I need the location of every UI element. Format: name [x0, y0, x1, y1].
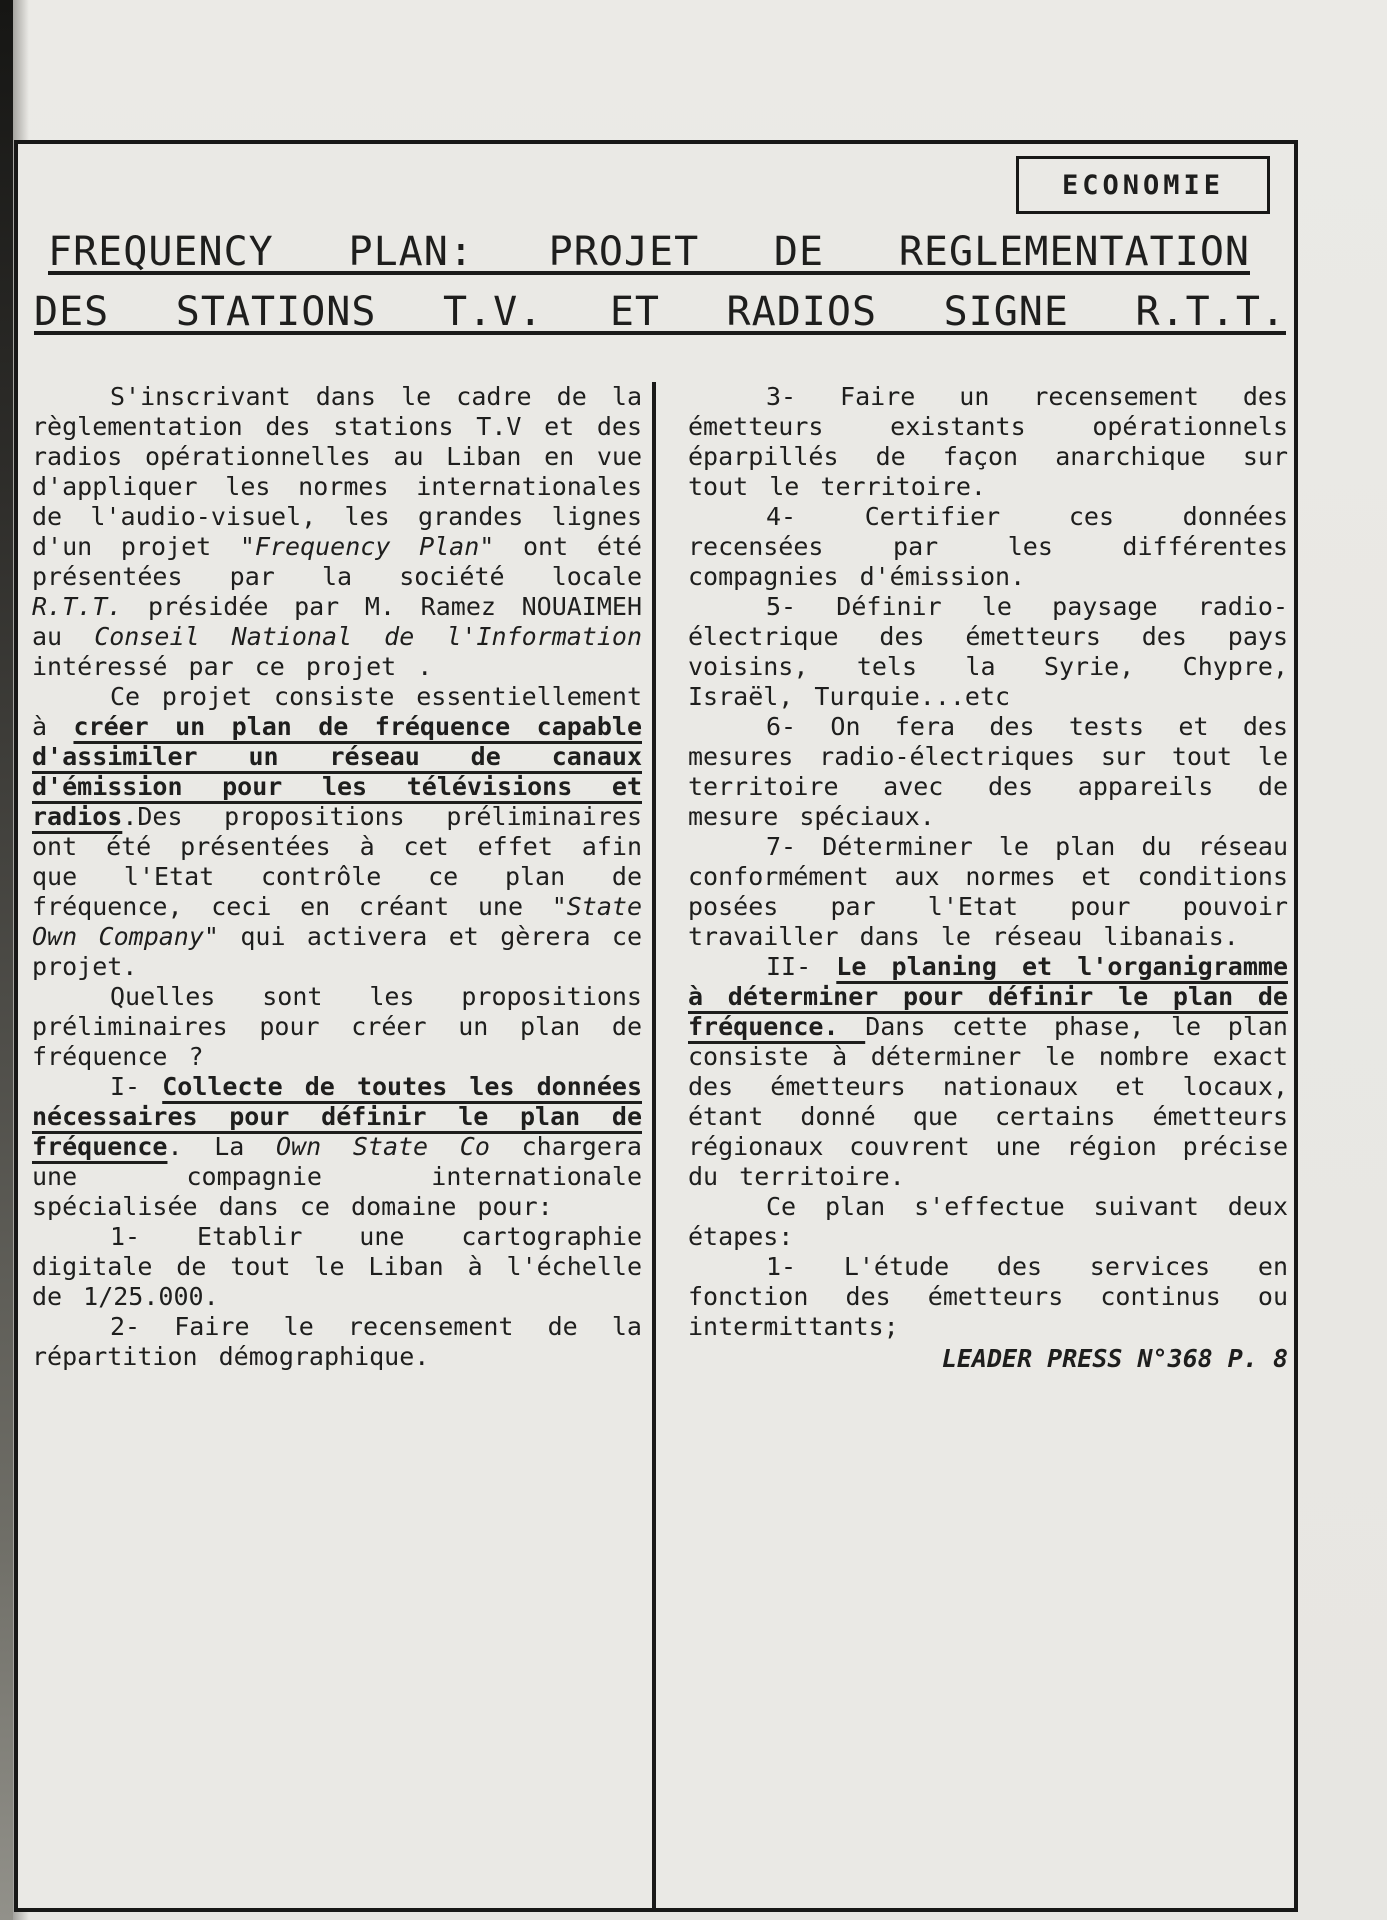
text-segment-underlined: Le planing et l'organigramme à déterminer pour définir le plan de fréquence.	[688, 952, 1288, 1041]
text-segment: présidée par M. Ramez NOUAIMEH au	[32, 592, 642, 651]
text-segment: intéressé par ce projet .	[32, 652, 433, 681]
paragraph-item-4: 4- Certifier ces données recensées par les différentes compagnies d'émission.	[688, 502, 1288, 591]
scan-binding-edge	[0, 0, 13, 1920]
paragraph-question: Quelles sont les propositions préliminaires pour créer un plan de fréquence ?	[32, 982, 642, 1071]
paragraph-intro	[32, 382, 642, 682]
paragraph-item-2: 2- Faire le recensement de la répartition démographique.	[32, 1312, 642, 1371]
text-segment-underlined: Collecte de toutes les données nécessaires pour définir le plan de fréquence	[32, 1072, 642, 1161]
article-title-line2: DES STATIONS T.V. ET RADIOS SIGNE R.T.T.	[34, 289, 1286, 335]
paragraph-two-steps: Ce plan s'effectue suivant deux étapes:	[688, 1192, 1288, 1251]
category-box	[1016, 156, 1270, 214]
article-columns	[18, 382, 1294, 1908]
text-segment: chargera une compagnie internationale spécialisée dans ce domaine pour:	[32, 1132, 642, 1221]
category-label: ECONOMIE	[1061, 169, 1225, 201]
text-segment: .Des propositions préliminaires ont été présentées à cet effet afin que l'Etat contrôle ce plan de fréquence, ceci en créant une	[32, 802, 642, 921]
article-title-line1: FREQUENCY PLAN: PROJET DE REGLEMENTATION	[48, 229, 1250, 275]
paragraph-item-3: 3- Faire un recensement des émetteurs existants opérationnels éparpillés de façon anarchique sur tout le territoire.	[688, 382, 1288, 501]
article-frame	[14, 140, 1298, 1912]
text-segment: Dans cette phase, le plan consiste à déterminer le nombre exact des émetteurs nationaux et locaux, étant donné que certains émetteurs régionaux couvrent une région précise du territoire.	[688, 1012, 1288, 1191]
text-segment-italic: R.T.T.	[32, 592, 123, 621]
text-segment-italic: Own State Co	[276, 1132, 490, 1161]
text-segment: II-	[766, 952, 837, 981]
paragraph-section-1	[32, 1072, 642, 1222]
paragraph-item-6: 6- On fera des tests et des mesures radio-électriques sur tout le territoire avec des appareils de mesure spéciaux.	[688, 712, 1288, 831]
paragraph-item-5: 5- Définir le paysage radio-électrique des émetteurs des pays voisins, tels la Syrie, Chypre, Israël, Turquie...etc	[688, 592, 1288, 711]
right-column	[656, 382, 1294, 1908]
text-segment-italic: "State Own Company"	[32, 892, 642, 951]
press-credit: LEADER PRESS N°368 P. 8	[941, 1344, 1288, 1373]
paragraph-section-2	[688, 952, 1288, 1192]
text-segment: qui activera et gèrera ce projet.	[32, 922, 642, 981]
text-segment-underlined: créer un plan de fréquence capable d'assimiler un réseau de canaux d'émission pour les télévisions et radios	[32, 712, 642, 831]
text-segment: ont été présentées par la société locale	[32, 532, 642, 591]
paragraph-item-1: 1- Etablir une cartographie digitale de tout le Liban à l'échelle de 1/25.000.	[32, 1222, 642, 1311]
text-segment: Ce projet consiste essentiellement à	[32, 682, 642, 741]
left-column	[18, 382, 652, 1908]
text-segment-italic: "Frequency Plan"	[239, 532, 495, 561]
text-segment-italic: Conseil National de l'Information	[94, 622, 643, 651]
text-segment: . La	[167, 1132, 276, 1161]
text-segment: S'inscrivant dans le cadre de la règlementation des stations T.V et des radios opérationnelles au Liban en vue d'appliquer les normes internationales de l'audio-visuel, les grandes lignes d'un projet	[32, 382, 642, 561]
paragraph-project-goal	[32, 682, 642, 982]
text-segment: I-	[110, 1072, 163, 1101]
paragraph-item-7: 7- Déterminer le plan du réseau conformément aux normes et conditions posées par l'Etat pour pouvoir travailler dans le réseau libanais.	[688, 832, 1288, 951]
paragraph-step-1: 1- L'étude des services en fonction des émetteurs continus ou intermittants;	[688, 1252, 1288, 1341]
